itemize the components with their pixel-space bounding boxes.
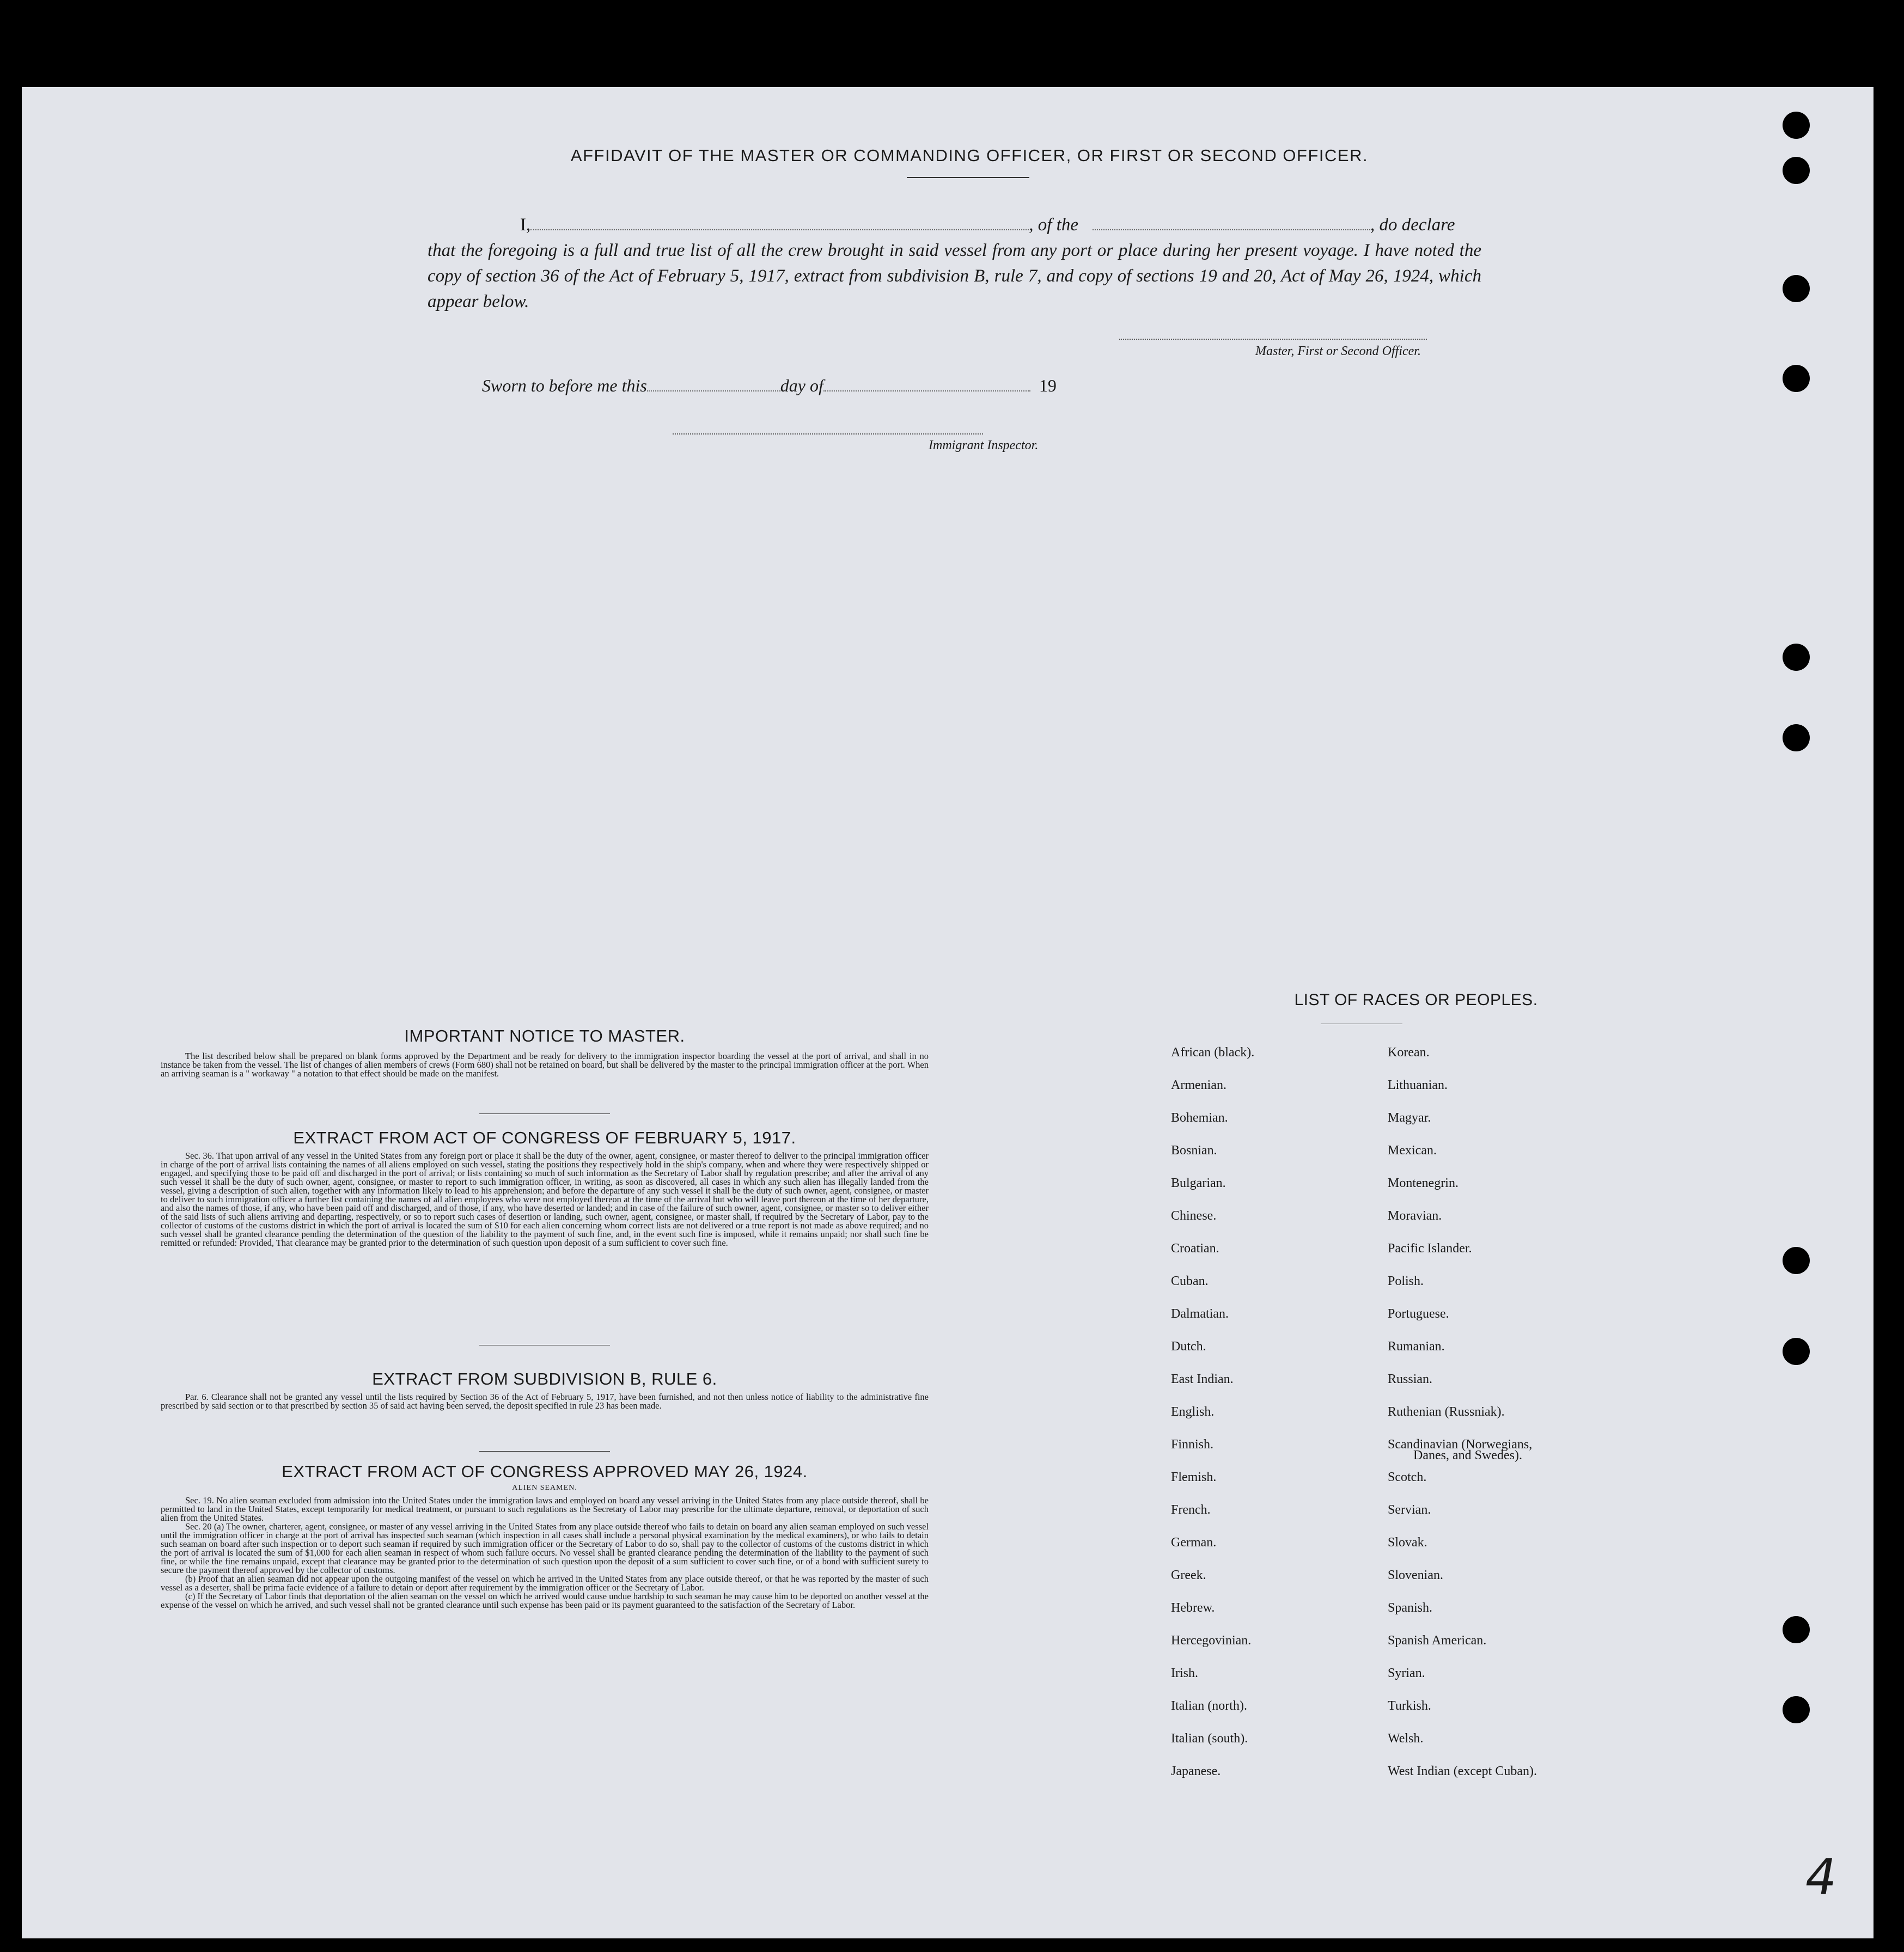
race-item-continuation: Danes, and Swedes).	[1413, 1448, 1522, 1463]
race-item: Armenian.	[1171, 1078, 1226, 1092]
affidavit-declaration	[428, 212, 1481, 315]
race-item: Lithuanian.	[1388, 1078, 1448, 1092]
race-item: Bosnian.	[1171, 1143, 1217, 1158]
declaration-i: I,	[520, 215, 531, 235]
race-item: Dalmatian.	[1171, 1307, 1229, 1321]
race-item: Bohemian.	[1171, 1111, 1228, 1125]
race-item: Russian.	[1388, 1372, 1433, 1386]
race-item: Scotch.	[1388, 1470, 1427, 1484]
punch-hole	[1783, 365, 1810, 392]
inspector-signature-line[interactable]	[673, 433, 983, 435]
race-item: Bulgarian.	[1171, 1176, 1226, 1190]
sworn-statement	[482, 376, 1057, 396]
race-item: Magyar.	[1388, 1111, 1431, 1125]
race-item: Irish.	[1171, 1666, 1198, 1680]
race-item: Rumanian.	[1388, 1339, 1445, 1354]
race-item: Moravian.	[1388, 1209, 1442, 1223]
extract-rule6-paragraph: Par. 6. Clearance shall not be granted any vessel until the lists required by Section 36 of the Act of February 5, 1917, have been furnished, and not then unless notice of liability to the administrative fine prescribed by said section or to that prescribed by section 35 of said act having been served, the deposit specified in rule 23 has been made.	[161, 1392, 929, 1411]
race-item: Korean.	[1388, 1045, 1430, 1060]
race-item: English.	[1171, 1405, 1215, 1419]
extract-1924-paragraph: Sec. 19. No alien seaman excluded from admission into the United States under the immigration laws and employed on board any vessel arriving in the United States from any place outside thereof, shall be permitted to land in the United States, except temporarily for medical treatment, or pursuant to such regulations as the Secretary of Labor may prescribe for the ultimate departure, removal, or deportation of such alien from the United States.	[161, 1495, 929, 1523]
punch-hole	[1783, 724, 1810, 751]
race-item: Italian (north).	[1171, 1699, 1247, 1713]
document-sheet	[22, 87, 1874, 1938]
section-divider	[479, 1113, 610, 1114]
race-item: German.	[1171, 1535, 1217, 1550]
extract-1924-text	[161, 1496, 929, 1610]
race-item: Scandinavian (Norwegians,	[1388, 1437, 1533, 1452]
sworn-day-of: day of	[780, 376, 823, 395]
sworn-day-blank[interactable]	[647, 378, 780, 391]
race-item: Slovak.	[1388, 1535, 1427, 1550]
declaration-of-the: , of the	[1029, 215, 1078, 235]
race-item: Slovenian.	[1388, 1568, 1443, 1582]
extract-rule6-title: EXTRACT FROM SUBDIVISION B, RULE 6.	[372, 1369, 717, 1388]
extract-1924-paragraph: Sec. 20 (a) The owner, charterer, agent, consignee, or master of any vessel arriving in the United States from any place outside thereof who fails to detain on board any alien seaman employed on such vessel until the immigration officer in charge at the port of arrival has inspected such seaman (which inspection in all cases shall include a personal physical examination by the medical examiners), or who fails to detain such seaman on board after such inspection or to deport such seaman if required by such immigration officer or the Secretary of Labor to do so, shall pay to the collector of customs of the customs district in which the port of arrival is located the sum of $1,000 for each alien seaman in respect of whom such failure occurs. No vessel shall be granted clearance pending the determination of the liability to the payment of such fine, or while the fine remains unpaid, except that clearance may be granted prior to the determination of such question upon the deposit of a sum sufficient to cover such fine, or of a bond with sufficient surety to secure the payment thereof approved by the collector of customs.	[161, 1521, 929, 1575]
race-item: Cuban.	[1171, 1274, 1209, 1288]
extract-1917-paragraph: Sec. 36. That upon arrival of any vessel in the United States from any foreign port or place it shall be the duty of the owner, agent, consignee, or master thereof to deliver to the principal immigration officer in charge of the port of arrival lists containing the names of all aliens employed on such vessel, stating the positions they respectively hold in the ship's company, when and where they were respectively shipped or engaged, and specifying those to be paid off and discharged in the port of arrival; or lists containing so much of such information as the Secretary of Labor shall by regulation prescribe; and after the arrival of any such vessel it shall be the duty of such owner, agent, consignee, or master to report to such immigration officer, in writing, as soon as discovered, all cases in which any such alien has illegally landed from the vessel, giving a description of such alien, together with any information likely to lead to his apprehension; and before the departure of any such vessel it shall be the duty of such owner, agent, consignee, or master to deliver to such immigration officer a further list containing the names of all alien employees who were not employed thereon at the time of the arrival but who will leave port thereon at the time of her departure, and also the names of those, if any, who have been paid off and discharged, and of those, if any, who have deserted or landed; and in case of the failure of such owner, agent, consignee, or master so to deliver either of the said lists of such aliens arriving and departing, respectively, or so to report such cases of desertion or landing, such owner, agent, consignee, or master shall, if required by the Secretary of Labor, pay to the collector of customs of the customs district in which the port of arrival is located the sum of $10 for each alien concerning whom correct lists are not delivered or a true report is not made as above required; and no such vessel shall be granted clearance pending the determination of the question of the liability to the payment of such fine, and, in the event such fine is imposed, while it remains unpaid; nor shall such fine be remitted or refunded: Provided, That clearance may be granted prior to the determination of such question upon deposit of a sum sufficient to cover such fine.	[161, 1151, 929, 1248]
race-item: Dutch.	[1171, 1339, 1206, 1354]
notice-text	[161, 1052, 929, 1078]
sworn-month-blank[interactable]	[823, 378, 1030, 391]
race-item: Pacific Islander.	[1388, 1241, 1472, 1256]
race-item: Ruthenian (Russniak).	[1388, 1405, 1505, 1419]
race-item: Spanish American.	[1388, 1633, 1487, 1648]
affidavit-title: AFFIDAVIT OF THE MASTER OR COMMANDING OFFICER, OR FIRST OR SECOND OFFICER.	[570, 146, 1369, 165]
race-item: Mexican.	[1388, 1143, 1437, 1158]
race-item: Portuguese.	[1388, 1307, 1449, 1321]
race-item: Servian.	[1388, 1503, 1431, 1517]
race-item: Hebrew.	[1171, 1601, 1215, 1615]
race-item: French.	[1171, 1503, 1211, 1517]
punch-hole	[1783, 1696, 1810, 1723]
notice-paragraph: The list described below shall be prepared on blank forms approved by the Department and be ready for delivery to the immigration inspector boarding the vessel at the port of arrival, and shall in no instance be taken from the vessel. The list of changes of alien members of crews (Form 680) shall not be retained on board, but shall be delivered by the master to the principal immigration officer at the port. When an arriving seaman is a " workaway " a notation to that effect should be made on the manifest.	[161, 1051, 929, 1079]
race-item: East Indian.	[1171, 1372, 1234, 1386]
race-item: West Indian (except Cuban).	[1388, 1764, 1537, 1778]
race-item: Finnish.	[1171, 1437, 1214, 1452]
extract-1924-paragraph: (b) Proof that an alien seaman did not appear upon the outgoing manifest of the vessel on which he arrived in the United States from any place outside thereof, or that he was reported by the master of such vessel as a deserter, shall be prima facie evidence of a failure to detain or deport after requirement by the immigration officer or the Secretary of Labor.	[161, 1574, 929, 1593]
punch-hole	[1783, 275, 1810, 302]
race-item: Hercegovinian.	[1171, 1633, 1252, 1648]
section-divider	[479, 1451, 610, 1452]
race-item: Chinese.	[1171, 1209, 1217, 1223]
master-signature-label: Master, First or Second Officer.	[1255, 344, 1421, 358]
name-blank[interactable]	[530, 216, 1029, 230]
sworn-prefix: Sworn to before me this	[482, 376, 647, 395]
race-item: Montenegrin.	[1388, 1176, 1458, 1190]
handwritten-page-mark: 4	[1800, 1849, 1842, 1906]
race-item: Flemish.	[1171, 1470, 1217, 1484]
title-underline	[907, 177, 1029, 178]
declaration-do-declare: , do declare	[1370, 215, 1455, 235]
extract-1917-title: EXTRACT FROM ACT OF CONGRESS OF FEBRUARY 5, 1917.	[293, 1128, 796, 1147]
race-item: Welsh.	[1388, 1731, 1424, 1746]
extract-1917-text	[161, 1152, 929, 1247]
race-item: Japanese.	[1171, 1764, 1221, 1778]
extract-1924-subtitle: ALIEN SEAMEN.	[512, 1484, 577, 1492]
punch-hole	[1783, 112, 1810, 139]
punch-hole	[1783, 644, 1810, 671]
declaration-body: that the foregoing is a full and true list of all the crew brought in said vessel from any port or place during her present voyage. I have noted the copy of section 36 of the Act of February 5, 1917, extract from subdivision B, rule 7, and copy of sections 19 and 20, Act of May 26, 1924, which appear below.	[428, 241, 1481, 311]
race-item: Italian (south).	[1171, 1731, 1248, 1746]
race-item: Polish.	[1388, 1274, 1424, 1288]
race-item: Turkish.	[1388, 1699, 1431, 1713]
punch-hole	[1783, 1338, 1810, 1365]
races-title: LIST OF RACES OR PEOPLES.	[1294, 991, 1538, 1009]
inspector-label: Immigrant Inspector.	[929, 438, 1039, 452]
race-item: African (black).	[1171, 1045, 1255, 1060]
punch-hole	[1783, 1616, 1810, 1643]
master-signature-line[interactable]	[1119, 339, 1427, 340]
race-item: Syrian.	[1388, 1666, 1425, 1680]
sworn-year: 19	[1039, 376, 1057, 395]
race-item: Spanish.	[1388, 1601, 1433, 1615]
extract-rule6-text	[161, 1393, 929, 1410]
extract-1924-paragraph: (c) If the Secretary of Labor finds that deportation of the alien seaman on the vessel on which he arrived would cause undue hardship to such seaman he may cause him to be deported on another vessel at the expense of the vessel on which he arrived, and such vessel shall not be granted clearance until such expense has been paid or its payment guaranteed to the satisfaction of the Secretary of Labor.	[161, 1591, 929, 1610]
punch-hole	[1783, 157, 1810, 184]
punch-hole	[1783, 1247, 1810, 1274]
extract-1924-title: EXTRACT FROM ACT OF CONGRESS APPROVED MAY 26, 1924.	[282, 1462, 808, 1481]
race-item: Croatian.	[1171, 1241, 1219, 1256]
race-item: Greek.	[1171, 1568, 1206, 1582]
vessel-blank[interactable]	[1093, 216, 1370, 230]
notice-title: IMPORTANT NOTICE TO MASTER.	[404, 1026, 685, 1045]
